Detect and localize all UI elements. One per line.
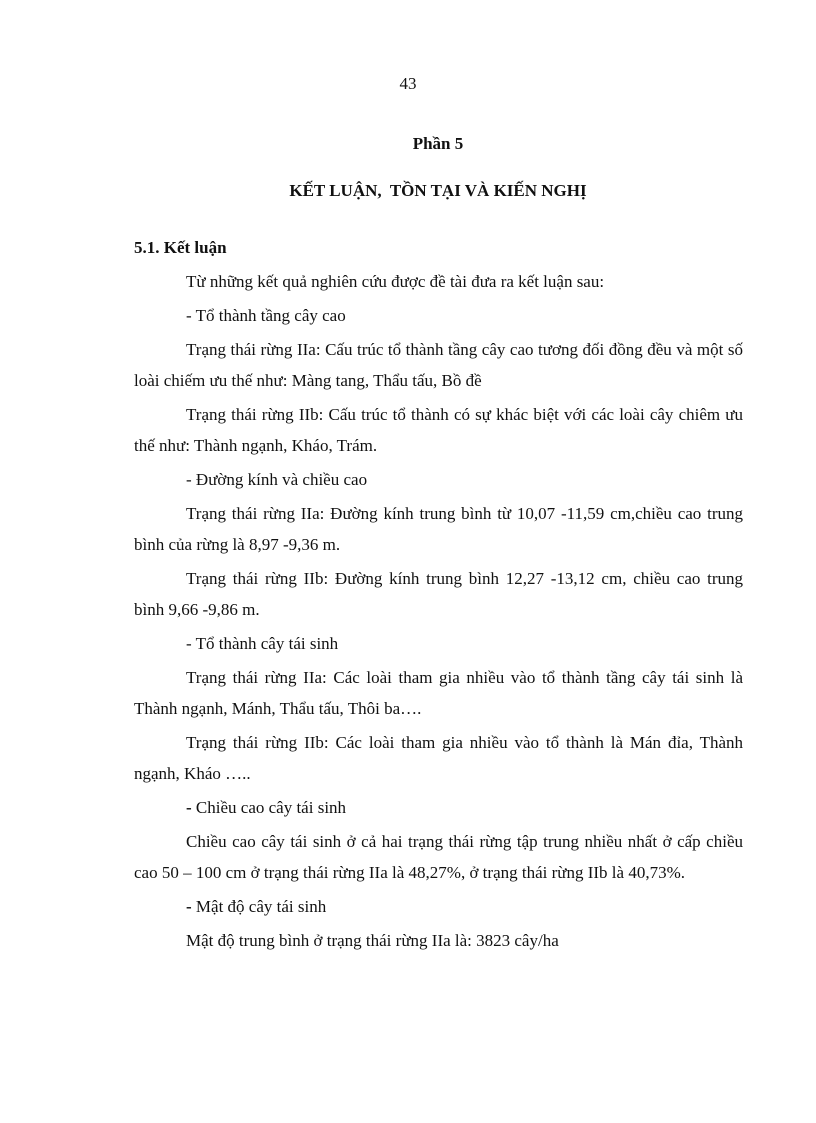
paragraph-iib-composition: Trạng thái rừng IIb: Cấu trúc tổ thành có sự khác biệt với các loài cây chiêm ưu thế như: Thành ngạnh, Kháo, Trám. [134,405,743,455]
paragraph-iia-diameter: Trạng thái rừng IIa: Đường kính trung bình từ 10,07 -11,59 cm,chiều cao trung bình của rừng là 8,97 -9,36 m. [134,504,743,554]
chapter-title: KẾT LUẬN, TỒN TẠI VÀ KIẾN NGHỊ [289,181,587,200]
bold-dash: - [186,798,196,817]
subheading-text: Chiều cao cây tái sinh [195,798,347,817]
paragraph-iib-diameter: Trạng thái rừng IIb: Đường kính trung bình 12,27 -13,12 cm, chiều cao trung bình 9,66 -9,86 m. [134,569,743,619]
subheading-composition-upper: - Tổ thành tầng cây cao [186,306,346,325]
bold-dash: - [186,897,196,916]
page-number: 43 [399,74,417,93]
subheading-regeneration-height [134,792,743,823]
part-title: Phần 5 [412,134,464,153]
section-heading: 5.1. Kết luận [134,238,227,257]
paragraph-regeneration-height: Chiều cao cây tái sinh ở cả hai trạng thái rừng tập trung nhiều nhất ở cấp chiều cao 50 – 100 cm ở trạng thái rừng IIa là 48,27%, ở trạng thái rừng IIb là 40,73%. [134,832,743,882]
paragraph-iia-composition: Trạng thái rừng IIa: Cấu trúc tổ thành tầng cây cao tương đối đồng đều và một số loài chiếm ưu thế như: Màng tang, Thẩu tấu, Bồ đề [134,340,743,390]
subheading-diameter-height: - Đường kính và chiều cao [186,470,368,489]
paragraph-iia-regeneration: Trạng thái rừng IIa: Các loài tham gia nhiều vào tổ thành tầng cây tái sinh là Thành ngạnh, Mánh, Thẩu tấu, Thôi ba…. [134,668,743,718]
paragraph-iib-regeneration: Trạng thái rừng IIb: Các loài tham gia nhiều vào tổ thành là Mán đỉa, Thành ngạnh, Kháo ….. [134,733,743,783]
paragraph-density: Mật độ trung bình ở trạng thái rừng IIa là: 3823 cây/ha [186,931,559,950]
subheading-text: Mật độ cây tái sinh [195,897,327,916]
intro-paragraph: Từ những kết quả nghiên cứu được đề tài đưa ra kết luận sau: [186,272,605,291]
subheading-regeneration-density [134,891,743,922]
document-body [134,232,743,956]
subheading-regeneration-composition: - Tổ thành cây tái sinh [186,634,339,653]
